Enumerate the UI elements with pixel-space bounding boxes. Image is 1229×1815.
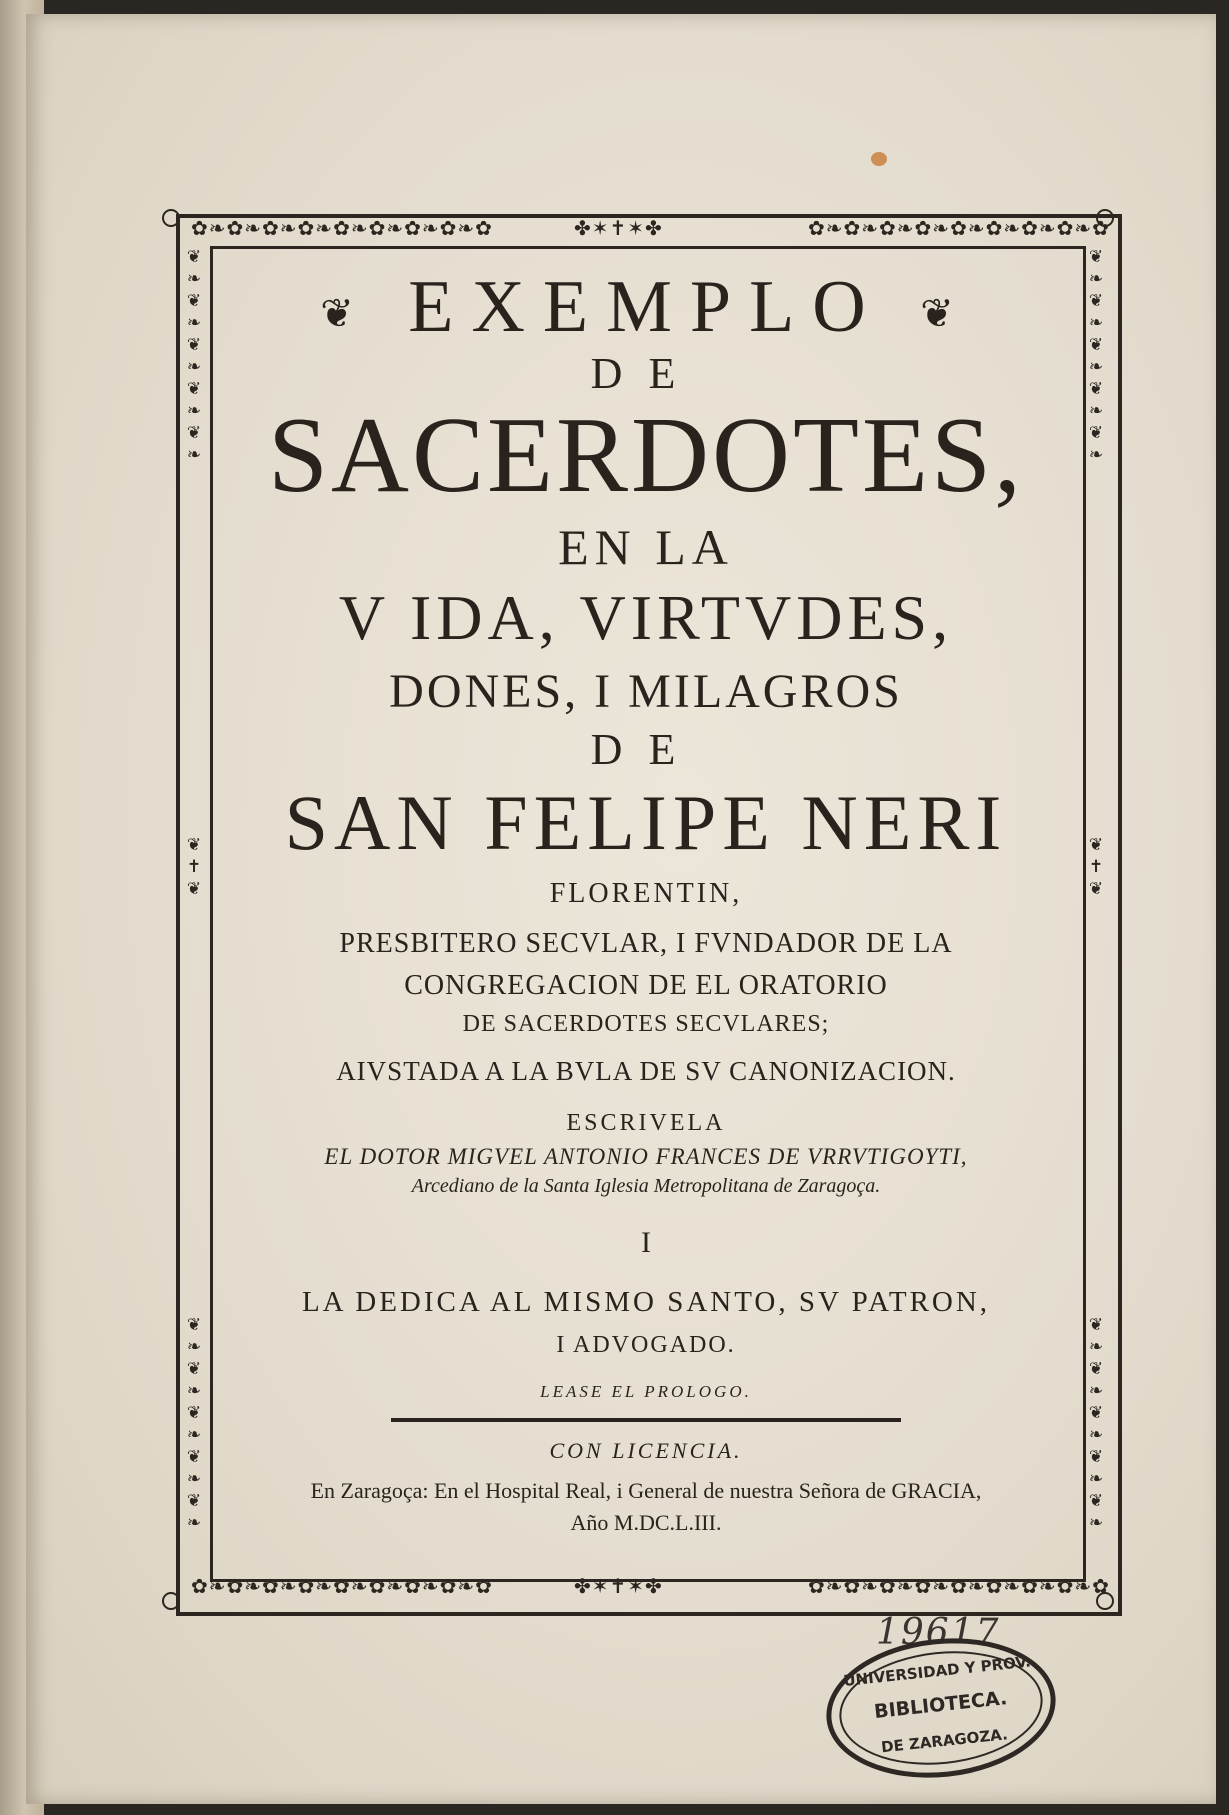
author-name: EL DOTOR MIGVEL ANTONIO FRANCES DE VRRVTIGOYTI, bbox=[324, 1144, 968, 1169]
fleuron-left-icon: ❦ bbox=[320, 291, 372, 338]
fleuron-row-icon: ✿❧✿❧✿❧✿❧✿❧✿❧✿❧✿❧✿ bbox=[808, 216, 1110, 240]
title-line-en-la: EN LA bbox=[558, 519, 734, 575]
dedication-line: LA DEDICA AL MISMO SANTO, SV PATRON, bbox=[301, 1286, 991, 1318]
fleuron-right-icon: ❦ bbox=[920, 291, 972, 338]
library-stamp bbox=[819, 1627, 1062, 1788]
fleuron-column-icon: ❦❧❦❧❦❧❦❧❦❧ bbox=[186, 1315, 202, 1533]
subtitle-sacerdotes-seculares: DE SACERDOTES SECVLARES; bbox=[462, 1011, 830, 1037]
imprint-licencia: CON LICENCIA. bbox=[549, 1438, 743, 1463]
title-line-exemplo: ❦ EXEMPLO ❦ bbox=[320, 266, 972, 348]
subtitle-congregacion: CONGREGACION DE EL ORATORIO bbox=[404, 970, 888, 1001]
corner-ring-icon bbox=[162, 1592, 180, 1610]
fleuron-column-icon: ❦❧❦❧❦❧❦❧❦❧ bbox=[186, 247, 202, 465]
title-page-text bbox=[216, 264, 1076, 1534]
handwritten-shelfmark: 19617 bbox=[876, 1612, 1001, 1653]
imprint-place: En Zaragoça: En el Hospital Real, i General de nuestra Señora de GRACIA, bbox=[310, 1478, 982, 1503]
dedication-conjunction: I bbox=[641, 1226, 651, 1259]
title-line-de: DE bbox=[590, 349, 702, 398]
author-office: Arcediano de la Santa Iglesia Metropolitana de Zaragoça. bbox=[411, 1175, 881, 1197]
cross-fleuron-icon: ❦✝❦ bbox=[1088, 835, 1104, 899]
stamp-line-2: BIBLIOTECA. bbox=[873, 1687, 1009, 1723]
divider-rule bbox=[391, 1418, 901, 1422]
imprint-year: Año M.DC.L.III. bbox=[570, 1510, 722, 1535]
prologue-note: LEASE EL PROLOGO. bbox=[540, 1382, 752, 1401]
dedication-advogado: I ADVOGADO. bbox=[556, 1332, 736, 1358]
foxing-stain bbox=[871, 152, 887, 166]
cross-fleuron-icon: ✤✶✝✶✤ bbox=[574, 1574, 663, 1598]
fleuron-row-icon: ✿❧✿❧✿❧✿❧✿❧✿❧✿❧✿❧✿ bbox=[808, 1574, 1110, 1598]
title-line-saint-name: SAN FELIPE NERI bbox=[284, 779, 1008, 866]
stamp-line-3: DE ZARAGOZA. bbox=[880, 1725, 1009, 1757]
subtitle-presbitero: PRESBITERO SECVLAR, I FVNDADOR DE LA bbox=[339, 928, 953, 959]
title-line-de-2: DE bbox=[590, 725, 702, 774]
subtitle-aiustada: AIVSTADA A LA BVLA DE SV CANONIZACION. bbox=[336, 1056, 956, 1086]
fleuron-row-icon: ✿❧✿❧✿❧✿❧✿❧✿❧✿❧✿❧✿ bbox=[191, 1574, 493, 1598]
fleuron-row-icon: ✿❧✿❧✿❧✿❧✿❧✿❧✿❧✿❧✿ bbox=[191, 216, 493, 240]
author-escrivela: ESCRIVELA bbox=[566, 1110, 726, 1136]
title-line-vida-virtudes: V IDA, VIRTVDES, bbox=[338, 582, 954, 653]
subtitle-florentin: FLORENTIN, bbox=[549, 878, 743, 909]
corner-ring-icon bbox=[162, 209, 180, 227]
fleuron-column-icon: ❦❧❦❧❦❧❦❧❦❧ bbox=[1088, 247, 1104, 465]
title-line-sacerdotes: SACERDOTES, bbox=[267, 396, 1025, 515]
fleuron-column-icon: ❦❧❦❧❦❧❦❧❦❧ bbox=[1088, 1315, 1104, 1533]
title-line-dones-milagros: DONES, I MILAGROS bbox=[389, 665, 903, 718]
cross-fleuron-icon: ✤✶✝✶✤ bbox=[574, 216, 663, 240]
title-page bbox=[26, 14, 1216, 1804]
stamp-line-1: UNIVERSIDAD Y PROV. bbox=[842, 1652, 1032, 1690]
cross-fleuron-icon: ❦✝❦ bbox=[186, 835, 202, 899]
